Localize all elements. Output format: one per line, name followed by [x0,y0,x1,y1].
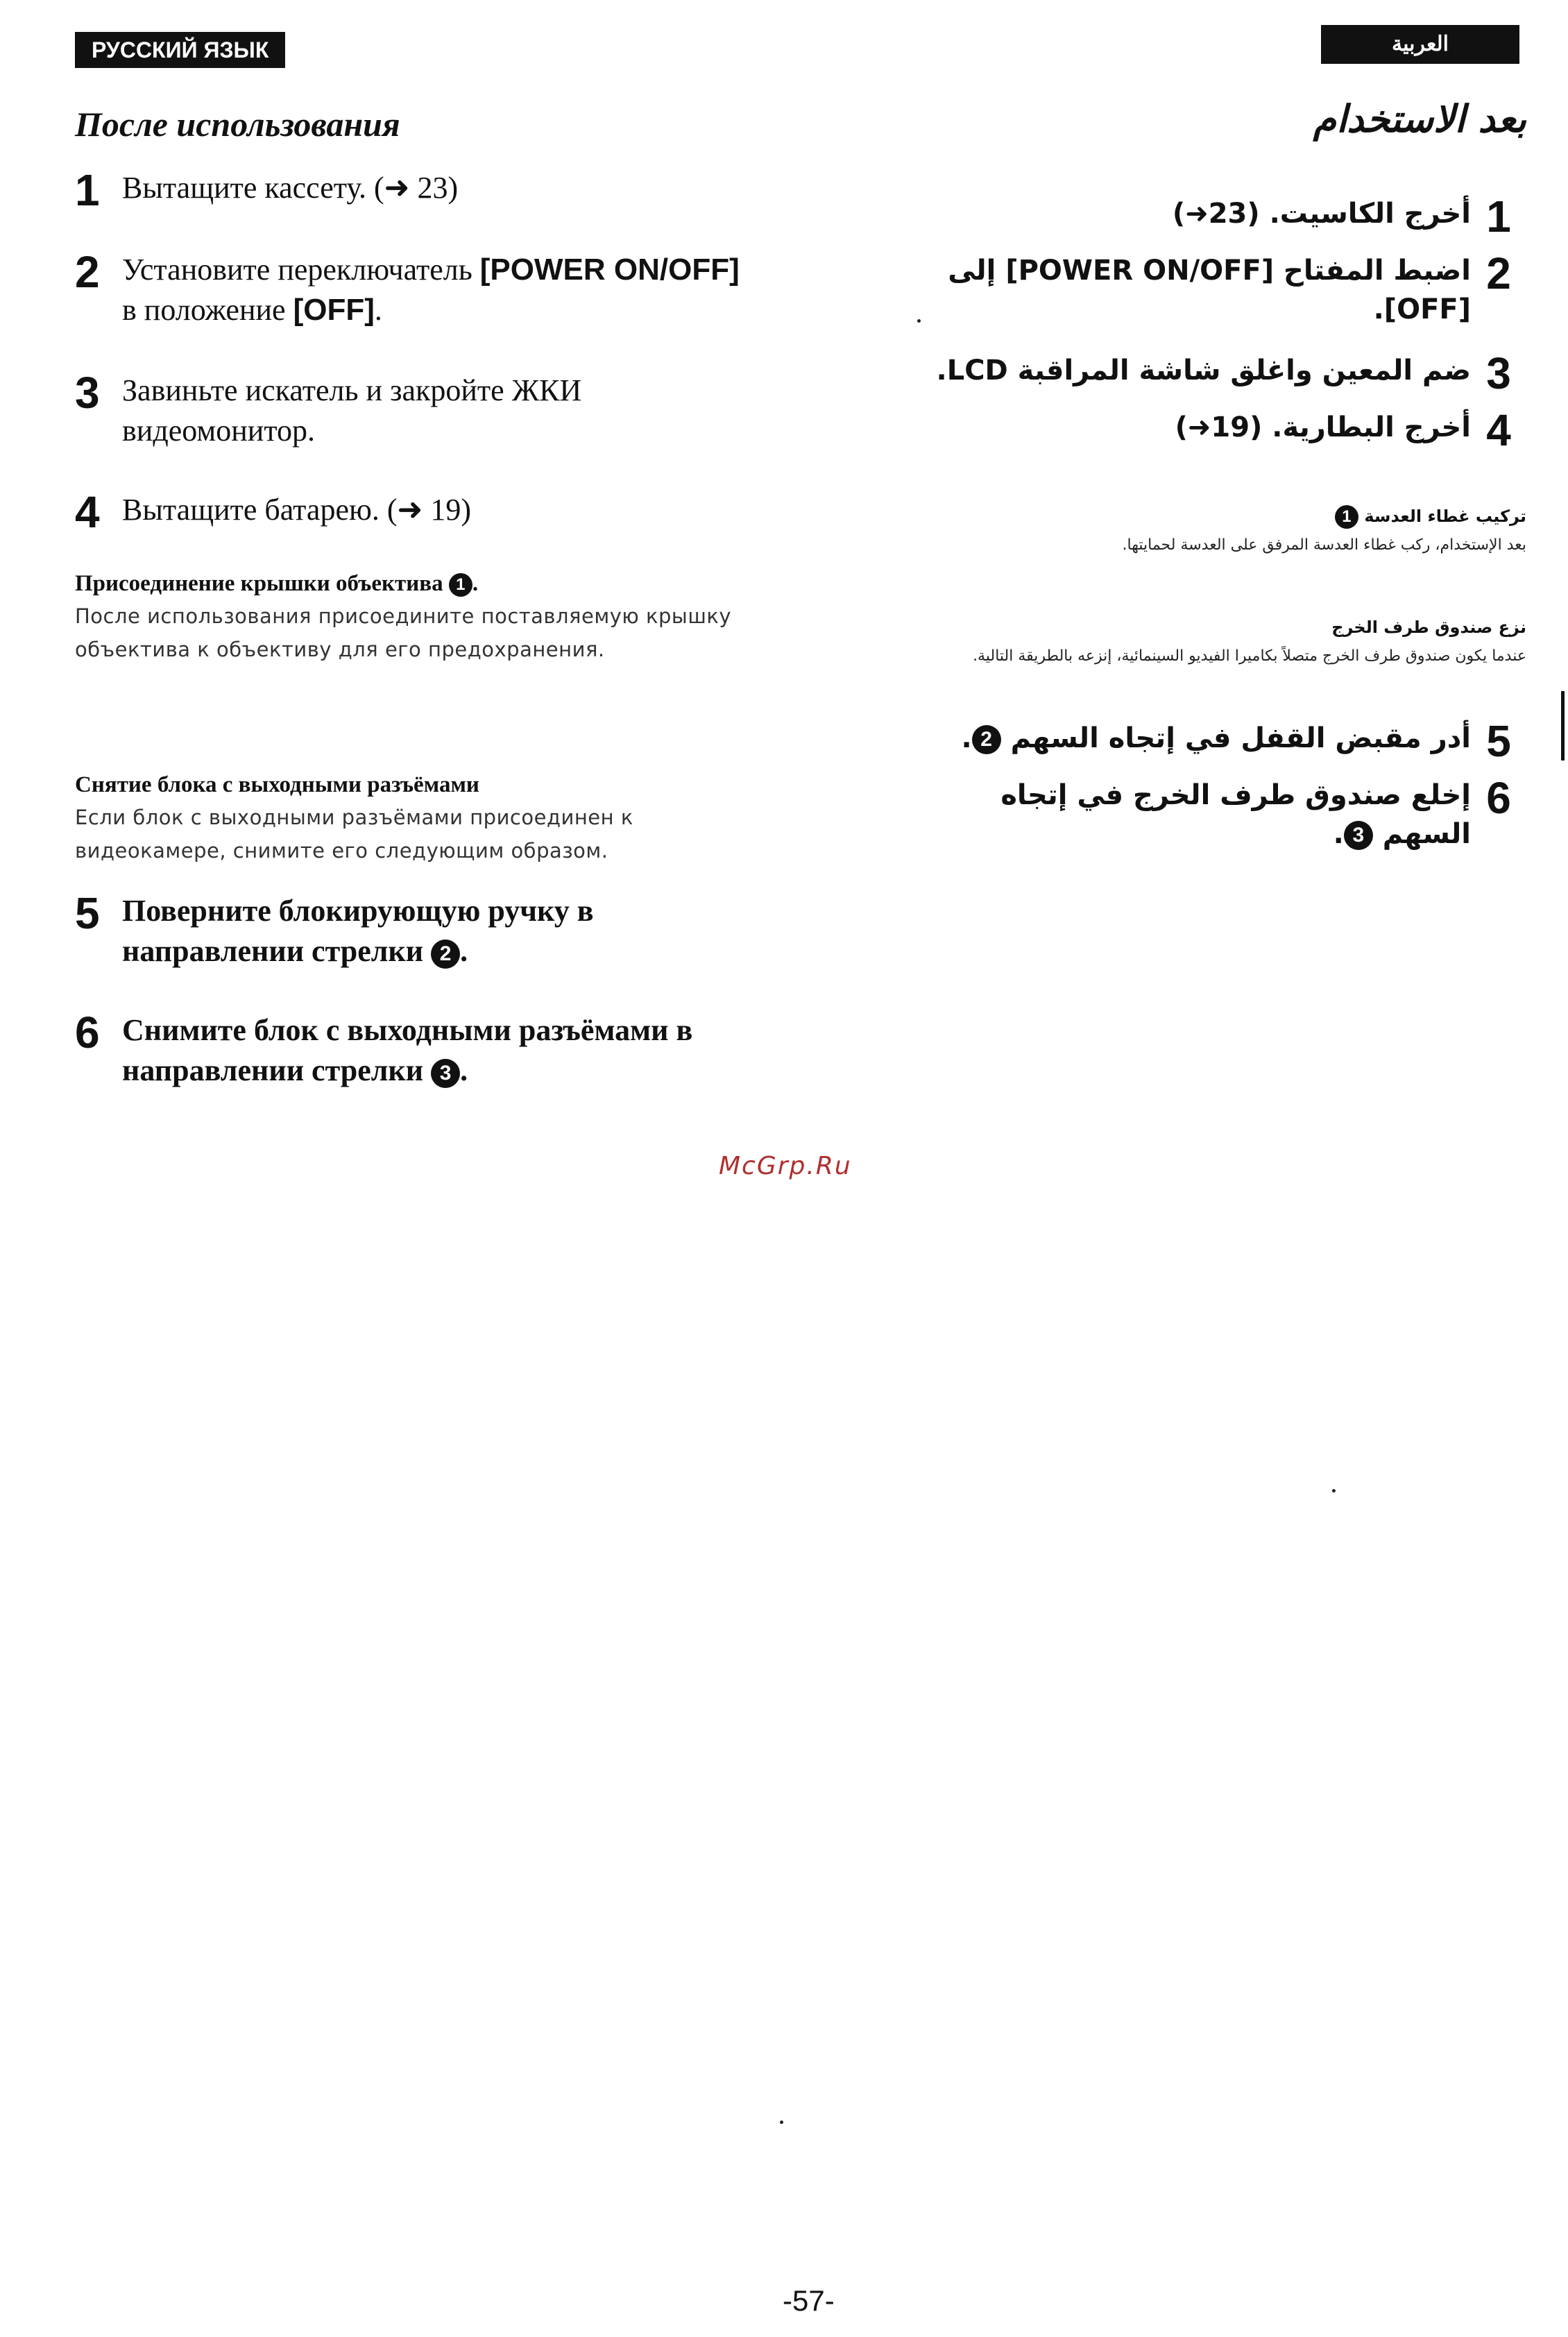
note-body: عندما يكون صندوق طرف الخرج متصلاً بكاميرا الفيديو السينمائية، إنزعه بالطريقة التالية. [973,647,1526,665]
note-title: تركيب غطاء العدسة 1 [902,502,1526,530]
step-1-ru [75,165,747,215]
marker-3-icon: 3 [431,1059,460,1088]
step-text: اضبط المفتاح [POWER ON/OFF] إلى [OFF]. [948,255,1471,325]
output-box-note-ar [902,613,1526,672]
step-number: 2 [1486,248,1511,298]
step-number: 6 [75,1008,100,1057]
scan-speck [780,2121,783,2124]
step-number: 1 [75,165,100,215]
step-4-ar [916,405,1526,455]
note-title: Присоединение крышки объектива 1 . [75,571,479,596]
section-heading-ar: بعد الاستخدام [1313,97,1526,141]
step-number: 6 [1486,773,1511,823]
step-number: 4 [75,487,100,537]
step-text: أدر مقبض القفل في إتجاه السهم 2. [961,722,1471,754]
step-4-ru [75,487,747,537]
language-tab-russian: РУССКИЙ ЯЗЫК [75,32,285,68]
marker-2-icon: 2 [972,725,1001,754]
section-heading-ru: После использования [75,105,400,144]
step-text: ضم المعين واغلق شاشة المراقبة LCD. [936,355,1471,386]
step-text: أخرج الكاسيت. (23➜) [1172,198,1471,230]
step-text: إخلع صندوق طرف الخرج في إتجاه السهم 3. [1000,779,1471,850]
language-tab-arabic: العربية [1321,25,1519,64]
step-number: 2 [75,247,100,297]
step-1-ar [916,194,1526,239]
marker-2-icon: 2 [431,940,460,969]
note-body: После использования присоедините поставляемую крышку объектива к объективу для его предохранения. [75,604,732,661]
note-body: بعد الإستخدام، ركب غطاء العدسة المرفق على العدسة لحمايتها. [1122,536,1526,554]
step-text: Вытащите батарею. (➜ 19) [122,493,472,527]
step-number: 5 [75,888,100,938]
off-label: [OFF] [293,293,375,327]
step-2-ru [75,247,747,330]
lens-cap-note-ru [75,568,755,666]
scan-speck [917,319,921,323]
step-6-ru [75,1010,747,1091]
step-5-ar [916,716,1526,766]
note-body: Если блок с выходными разъёмами присоединен к видеокамере, снимите его следующим образом. [75,806,633,862]
step-text: Вытащите кассету. (➜ 23) [122,171,459,205]
margin-rule [1561,691,1565,760]
step-3-ar [916,348,1526,398]
step-text: Снимите блок с выходными разъёмами в направлении стрелки 3 . [122,1013,693,1087]
step-number: 3 [1486,348,1511,398]
step-3-ru [75,368,747,451]
lens-cap-note-ar [902,502,1526,561]
note-title: نزع صندوق طرف الخرج [1331,618,1526,637]
note-title: Снятие блока с выходными разъёмами [75,772,479,797]
step-number: 4 [1486,405,1511,455]
watermark: McGrp.Ru [719,1152,852,1180]
step-text: Поверните блокирующую ручку в направлении стрелки 2 . [122,894,594,968]
step-text: Установите переключатель [POWER ON/OFF] в положение [OFF]. [122,253,740,327]
marker-1-icon: 1 [449,573,472,597]
step-2-ar [930,248,1526,329]
step-number: 3 [75,368,100,418]
scan-speck [1332,1489,1336,1493]
step-5-ru [75,888,747,971]
marker-3-icon: 3 [1344,821,1373,850]
output-box-note-ru [75,769,755,867]
step-6-ar [916,773,1526,853]
step-number: 1 [1486,192,1511,241]
marker-1-icon: 1 [1335,505,1358,529]
step-text: أخرج البطارية. (19➜) [1175,411,1471,443]
page-number: -57- [783,2284,835,2317]
step-number: 5 [1486,716,1511,766]
step-text: Завиньте искатель и закройте ЖКИ видеомонитор. [122,373,582,448]
power-switch-label: [POWER ON/OFF] [479,253,740,287]
